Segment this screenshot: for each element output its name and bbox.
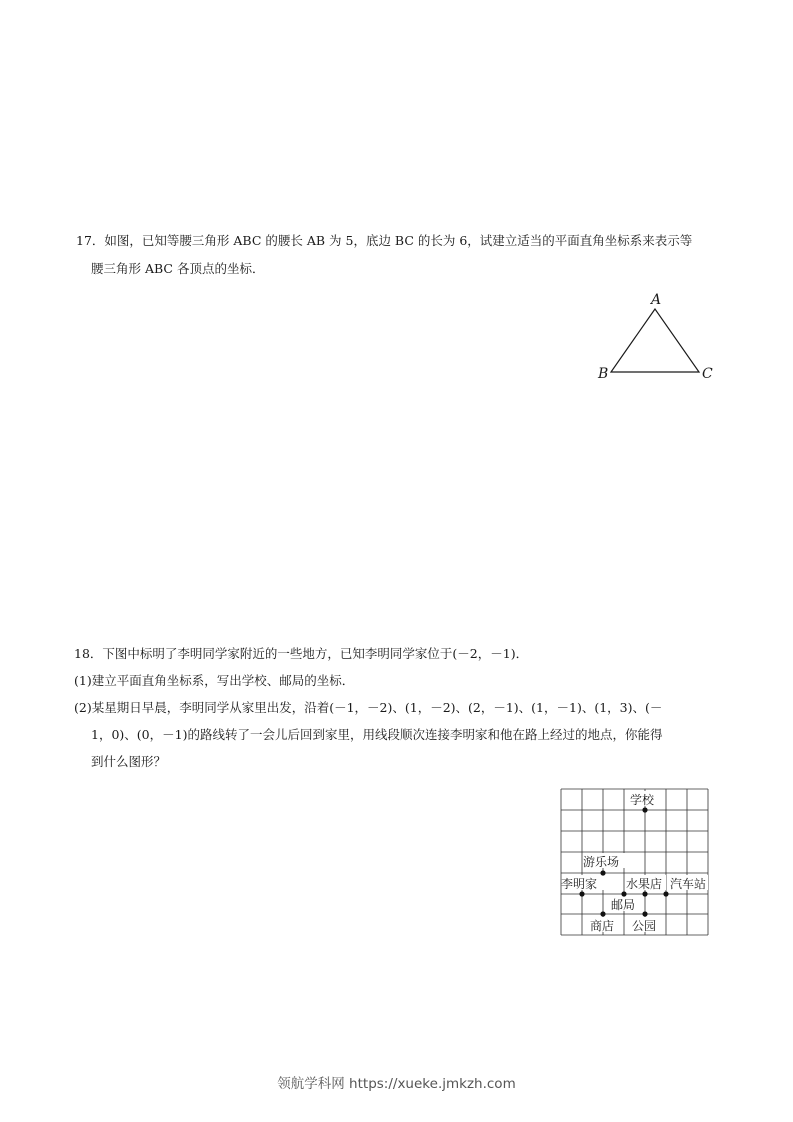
q18-part2-text-line3: 到什么图形？ bbox=[91, 754, 167, 769]
map-label-shop: 商店 bbox=[590, 919, 615, 933]
map-label-school: 学校 bbox=[630, 793, 655, 807]
page-footer: 领航学科网 https://xueke.jmkzh.com bbox=[277, 1076, 516, 1092]
map-label-li-ming-home: 李明家 bbox=[561, 877, 598, 891]
point-fruit-store bbox=[642, 891, 647, 896]
point-park bbox=[642, 911, 647, 916]
triangle-abc bbox=[611, 309, 699, 372]
point-li-ming-home bbox=[579, 891, 584, 896]
q17-text-line2: 腰三角形 ABC 各顶点的坐标． bbox=[91, 261, 265, 276]
point-bus-station bbox=[663, 891, 668, 896]
point-amusement-park bbox=[600, 870, 605, 875]
vertex-c-label: C bbox=[702, 366, 713, 382]
q18-text-line1: 18．下图中标明了李明同学家附近的一些地方，已知李明同学家位于(－2，－1)． bbox=[74, 646, 529, 661]
map-label-park: 公园 bbox=[632, 919, 657, 933]
q18-part2-text-line2: 1，0)、(0，－1)的路线转了一会儿后回到家里，用线段顺次连接李明家和他在路上经过的地点，你能得 bbox=[91, 727, 663, 742]
q18-part1-text: (1)建立平面直角坐标系，写出学校、邮局的坐标． bbox=[74, 673, 355, 688]
q17-text-line1: 17．如图，已知等腰三角形 ABC 的腰长 AB 为 5，底边 BC 的长为 6，试建立适当的平面直角坐标系来表示等 bbox=[76, 233, 693, 248]
map-label-post-office: 邮局 bbox=[611, 898, 636, 912]
q18-part2-text-line1: (2)某星期日早晨，李明同学从家里出发，沿着(－1，－2)、(1，－2)、(2，－1)、(1，－1)、(1，3)、(－ bbox=[74, 700, 663, 715]
map-label-fruit-store: 水果店 bbox=[626, 877, 663, 891]
triangle-figure bbox=[597, 292, 713, 382]
point-post-office bbox=[621, 891, 626, 896]
vertex-b-label: B bbox=[598, 366, 609, 382]
vertex-a-label: A bbox=[651, 292, 662, 308]
point-shop bbox=[600, 911, 605, 916]
map-label-amusement-park: 游乐场 bbox=[583, 855, 620, 869]
point-school bbox=[642, 807, 647, 812]
neighborhood-map bbox=[561, 789, 708, 935]
map-label-bus-station: 汽车站 bbox=[670, 877, 707, 891]
